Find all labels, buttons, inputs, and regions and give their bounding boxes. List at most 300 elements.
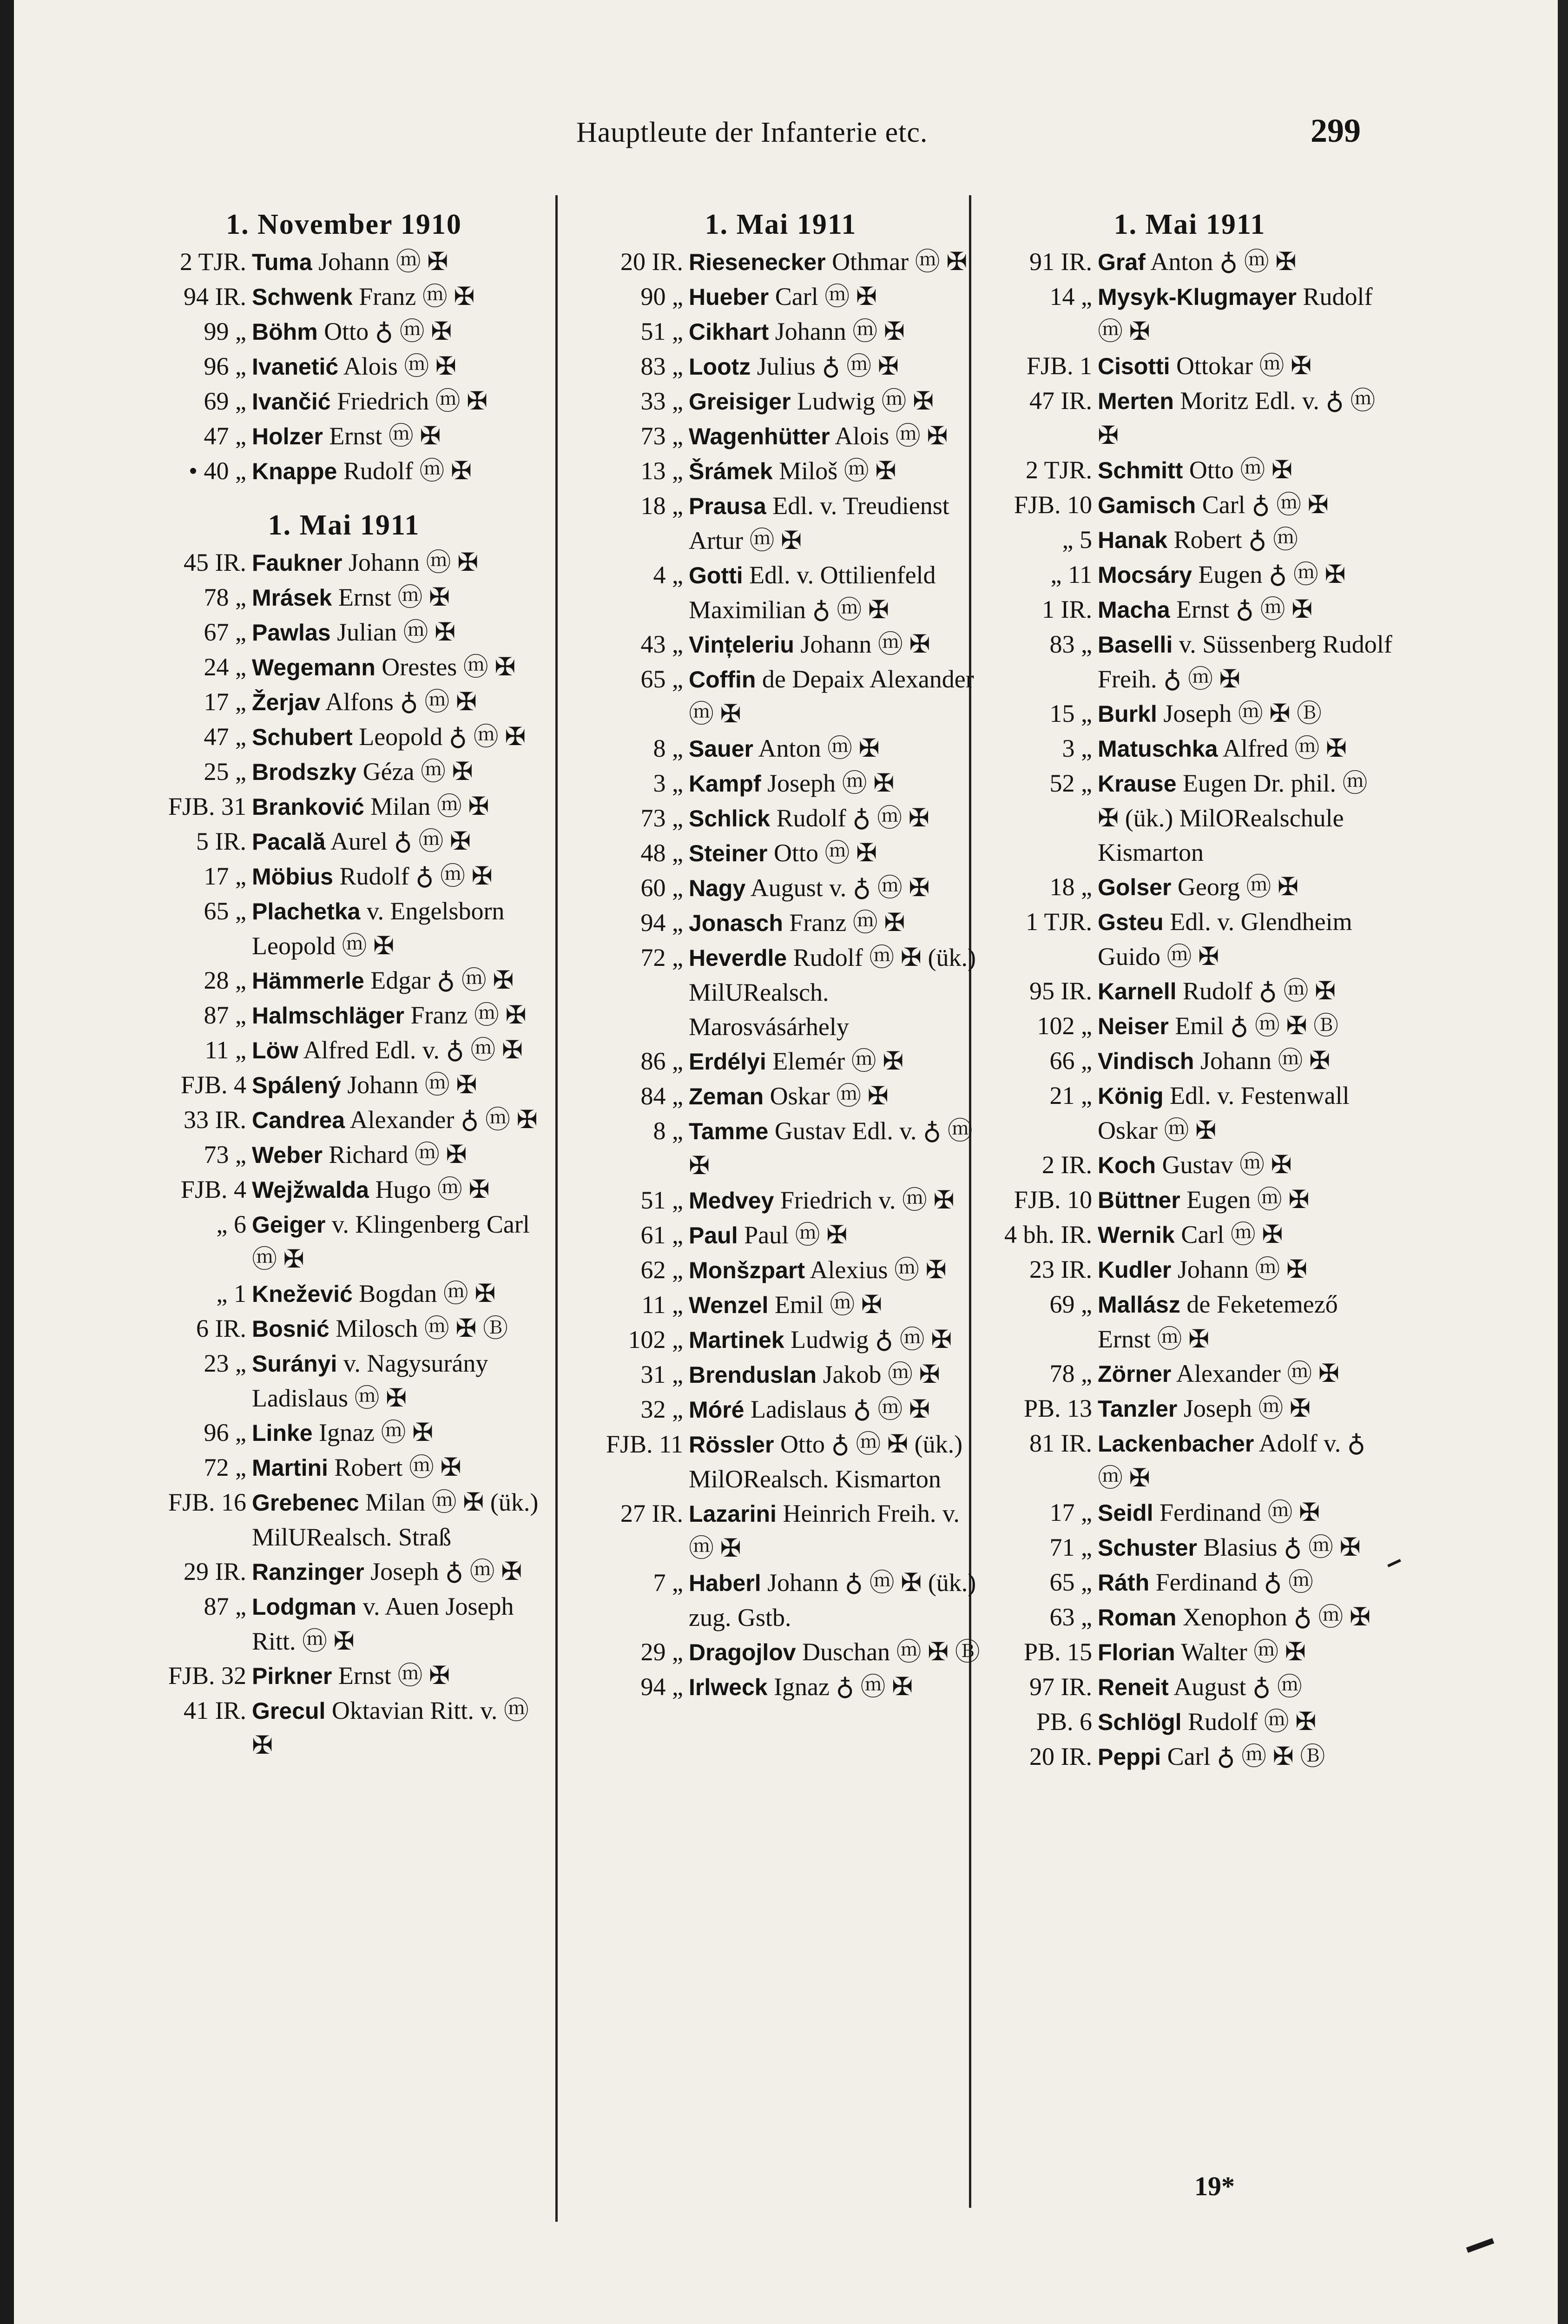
surname: Knappe xyxy=(252,458,337,484)
surname: Ivančić xyxy=(252,389,331,415)
register-entry xyxy=(985,522,1394,557)
register-entry xyxy=(576,1253,985,1287)
register-entry xyxy=(576,244,985,279)
officer-entry xyxy=(689,279,985,314)
unit-designation: 11 „ xyxy=(204,1036,246,1064)
register-entry xyxy=(139,244,548,279)
surname: Schlick xyxy=(689,805,771,832)
given-name-and-decorations: Edl. v. Treudienst Artur ⓜ ✠ xyxy=(689,492,949,555)
register-entry xyxy=(139,419,548,454)
given-name-and-decorations: Anton ⓜ ✠ xyxy=(753,734,880,762)
given-name-and-decorations: Carl ⓜ ✠ xyxy=(1174,1221,1283,1248)
given-name-and-decorations: de Feketemező Ernst ⓜ ✠ xyxy=(1098,1290,1338,1353)
given-name-and-decorations: Ernst ⓜ ✠ xyxy=(323,422,441,450)
given-name-and-decorations: Eugen Dr. phil. ⓜ ✠ (ük.) MilORealschule Kismarton xyxy=(1098,769,1368,866)
signature-mark: 19* xyxy=(1194,2171,1235,2201)
given-name-and-decorations: Otto ♁ ⓜ ✠ (ük.) MilORealsch. Kismarton xyxy=(689,1430,963,1493)
unit-designation: 87 „ xyxy=(204,1592,246,1620)
register-entry xyxy=(576,1114,985,1183)
surname: Seidl xyxy=(1098,1500,1153,1526)
surname: Karnell xyxy=(1098,978,1177,1004)
unit-designation: 17 „ xyxy=(204,688,246,716)
register-entry xyxy=(576,1565,985,1635)
register-entry xyxy=(985,1078,1394,1148)
officer-entry xyxy=(689,1322,985,1357)
given-name-and-decorations: de Depaix Alexander ⓜ ✠ xyxy=(689,665,974,728)
given-name-and-decorations: v. Klingenberg Carl ⓜ ✠ xyxy=(252,1210,530,1273)
officer-entry xyxy=(689,1670,985,1704)
unit-designation: 73 „ xyxy=(640,804,683,832)
register-entry xyxy=(576,940,985,1044)
given-name-and-decorations: Walter ⓜ ✠ xyxy=(1175,1638,1306,1666)
unit-designation: 24 „ xyxy=(204,653,246,681)
given-name-and-decorations: Rudolf ⓜ ✠ xyxy=(1098,283,1373,345)
unit-designation: 1 TJR. xyxy=(1025,908,1092,936)
given-name-and-decorations: Rudolf ♁ ⓜ ✠ xyxy=(1176,977,1336,1005)
given-name-and-decorations: Eugen ⓜ ✠ xyxy=(1180,1186,1310,1214)
given-name-and-decorations: Ottokar ⓜ ✠ xyxy=(1170,352,1312,380)
officer-entry xyxy=(689,1183,985,1218)
unit-designation: 18 „ xyxy=(1049,873,1092,901)
register-entry xyxy=(139,615,548,650)
surname: Mysyk-Klugmayer xyxy=(1098,284,1297,310)
register-entry xyxy=(576,1044,985,1079)
surname: Irlweck xyxy=(689,1674,768,1700)
register-entry xyxy=(139,384,548,419)
given-name-and-decorations: Otto ⓜ ✠ xyxy=(1183,456,1293,484)
section-date-heading: 1. Mai 1911 xyxy=(268,509,420,541)
register-entry xyxy=(576,349,985,384)
register-entry xyxy=(576,384,985,419)
unit-designation: 2 IR. xyxy=(1042,1151,1092,1179)
unit-designation: 94 „ xyxy=(640,909,683,937)
given-name-and-decorations: Edgar ♁ ⓜ ✠ xyxy=(364,966,514,994)
surname: Schuster xyxy=(1098,1535,1197,1561)
surname: Kudler xyxy=(1098,1257,1172,1283)
officer-entry xyxy=(1098,1252,1394,1287)
unit-designation: 102 „ xyxy=(628,1326,683,1353)
surname: Gsteu xyxy=(1098,909,1164,935)
print-speck xyxy=(1466,2238,1494,2253)
register-entry xyxy=(576,558,985,627)
officer-entry xyxy=(689,766,985,801)
register-entry xyxy=(576,1322,985,1357)
surname: Tuma xyxy=(252,249,312,275)
register-entry xyxy=(985,1217,1394,1252)
surname: Zeman xyxy=(689,1083,764,1109)
surname: Spálený xyxy=(252,1072,341,1098)
unit-designation: 69 „ xyxy=(204,387,246,415)
given-name-and-decorations: Orestes ⓜ ✠ xyxy=(375,653,516,681)
unit-designation: 90 „ xyxy=(640,283,683,310)
surname: Surányi xyxy=(252,1351,337,1377)
register-entry xyxy=(139,1276,548,1311)
surname: Hueber xyxy=(689,284,769,310)
officer-entry xyxy=(689,1496,985,1565)
surname: Wegemann xyxy=(252,654,376,680)
officer-entry xyxy=(1098,1356,1394,1391)
officer-entry xyxy=(689,1114,985,1183)
officer-entry xyxy=(1098,1043,1394,1078)
unit-designation: 60 „ xyxy=(640,874,683,902)
officer-entry xyxy=(689,244,985,279)
surname: Branković xyxy=(252,794,364,820)
register-entry xyxy=(985,1704,1394,1739)
unit-designation: 78 „ xyxy=(1049,1360,1092,1387)
surname: Geiger xyxy=(252,1212,326,1238)
surname: Cikhart xyxy=(689,319,769,345)
officer-entry xyxy=(252,1658,548,1693)
surname: Grecul xyxy=(252,1698,326,1724)
surname: Zörner xyxy=(1098,1361,1172,1387)
unit-designation: 51 „ xyxy=(640,1186,683,1214)
officer-entry xyxy=(252,1033,548,1068)
officer-entry xyxy=(689,1357,985,1392)
register-entry xyxy=(139,1172,548,1207)
officer-entry xyxy=(252,1485,548,1554)
unit-designation: FJB. 4 xyxy=(180,1175,246,1203)
surname: Tanzler xyxy=(1098,1396,1178,1422)
surname: Halmschläger xyxy=(252,1003,404,1029)
given-name-and-decorations: Alexander ⓜ ✠ xyxy=(1171,1360,1340,1387)
register-entry xyxy=(576,1183,985,1218)
register-entry xyxy=(139,1207,548,1276)
surname: Matuschka xyxy=(1098,736,1218,762)
surname: Schwenk xyxy=(252,284,353,310)
register-entry xyxy=(985,1287,1394,1356)
register-entry xyxy=(576,1635,985,1670)
register-entry xyxy=(576,801,985,836)
surname: Mallász xyxy=(1098,1292,1180,1318)
given-name-and-decorations: Carl ♁ ⓜ ✠ Ⓑ xyxy=(1161,1743,1325,1770)
given-name-and-decorations: Rudolf ⓜ ✠ xyxy=(1181,1708,1317,1736)
given-name-and-decorations: Robert ⓜ ✠ xyxy=(328,1453,461,1481)
register-entry xyxy=(985,1426,1394,1495)
surname: Cisotti xyxy=(1098,353,1170,379)
officer-entry xyxy=(1098,870,1394,905)
register-entry xyxy=(139,1658,548,1693)
given-name-and-decorations: Carl ♁ ⓜ ✠ xyxy=(1196,491,1329,519)
officer-entry xyxy=(689,419,985,454)
register-entry xyxy=(139,1068,548,1103)
given-name-and-decorations: v. Auen Joseph Ritt. ⓜ ✠ xyxy=(252,1592,514,1655)
officer-entry xyxy=(252,1415,548,1450)
officer-entry xyxy=(1098,453,1394,488)
surname: Peppi xyxy=(1098,1744,1161,1770)
officer-entry xyxy=(1098,1635,1394,1670)
surname: Kampf xyxy=(689,771,761,797)
officer-entry xyxy=(1098,696,1394,731)
surname: König xyxy=(1098,1083,1164,1109)
unit-designation: 73 „ xyxy=(204,1141,246,1169)
officer-entry xyxy=(252,1276,548,1311)
officer-entry xyxy=(689,1635,985,1670)
given-name-and-decorations: Bogdan ⓜ ✠ xyxy=(352,1280,496,1307)
officer-entry xyxy=(1098,1391,1394,1426)
register-entry xyxy=(985,1739,1394,1774)
unit-designation: 5 IR. xyxy=(196,827,246,855)
surname: Mrásek xyxy=(252,585,332,611)
unit-designation: FJB. 11 xyxy=(606,1430,683,1458)
given-name-and-decorations: Carl ⓜ ✠ xyxy=(769,283,877,310)
given-name-and-decorations: Eugen ♁ ⓜ ✠ xyxy=(1192,561,1346,588)
given-name-and-decorations: August v. ♁ ⓜ ✠ xyxy=(745,874,930,902)
given-name-and-decorations: Friedrich ⓜ ✠ xyxy=(330,387,488,415)
unit-designation: 62 „ xyxy=(640,1256,683,1284)
surname: Schlögl xyxy=(1098,1709,1182,1735)
officer-entry xyxy=(689,1427,985,1496)
given-name-and-decorations: Duschan ⓜ ✠ Ⓑ xyxy=(796,1638,980,1666)
given-name-and-decorations: Alois ⓜ ✠ xyxy=(830,422,948,450)
unit-designation: 17 „ xyxy=(204,862,246,890)
surname: Móré xyxy=(689,1397,744,1423)
surname: Schmitt xyxy=(1098,457,1183,483)
register-entry xyxy=(139,1346,548,1415)
register-entry xyxy=(985,557,1394,592)
unit-designation: 69 „ xyxy=(1049,1290,1092,1318)
surname: Möbius xyxy=(252,864,333,890)
register-entry xyxy=(576,1079,985,1114)
unit-designation: 87 „ xyxy=(204,1001,246,1029)
given-name-and-decorations: Xenophon ♁ ⓜ ✠ xyxy=(1176,1603,1371,1631)
given-name-and-decorations: Géza ⓜ ✠ xyxy=(356,758,473,786)
register-entry xyxy=(139,998,548,1033)
unit-designation: 28 „ xyxy=(204,966,246,994)
officer-entry xyxy=(252,1068,548,1103)
unit-designation: 72 „ xyxy=(204,1453,246,1481)
register-entry xyxy=(985,870,1394,905)
officer-entry xyxy=(252,1103,548,1137)
unit-designation: FJB. 16 xyxy=(168,1488,246,1516)
unit-designation: 8 „ xyxy=(653,1117,683,1145)
surname: Lazarini xyxy=(689,1501,777,1527)
officer-entry xyxy=(1098,592,1394,627)
officer-entry xyxy=(1098,766,1394,870)
officer-entry xyxy=(252,1311,548,1346)
unit-designation: 51 „ xyxy=(640,317,683,345)
surname: Reneit xyxy=(1098,1674,1169,1700)
register-entry xyxy=(985,349,1394,383)
surname: Lackenbacher xyxy=(1098,1431,1254,1457)
given-name-and-decorations: Julian ⓜ ✠ xyxy=(330,618,456,646)
unit-designation: FJB. 31 xyxy=(168,792,246,820)
unit-designation: 65 „ xyxy=(640,665,683,693)
unit-designation: 67 „ xyxy=(204,618,246,646)
unit-designation: 4 „ xyxy=(653,561,683,589)
unit-designation: 99 „ xyxy=(204,317,246,345)
surname: Wejžwalda xyxy=(252,1177,369,1203)
surname: Ivanetić xyxy=(252,354,339,380)
unit-designation: 78 „ xyxy=(204,583,246,611)
unit-designation: FJB. 1 xyxy=(1026,352,1092,380)
surname: Gotti xyxy=(689,562,743,588)
surname: Koch xyxy=(1098,1152,1156,1178)
register-entry xyxy=(985,1670,1394,1704)
given-name-and-decorations: Paul ⓜ ✠ xyxy=(738,1221,848,1249)
surname: Pirkner xyxy=(252,1663,332,1689)
officer-entry xyxy=(252,789,548,824)
register-entry xyxy=(985,1635,1394,1670)
officer-entry xyxy=(1098,1009,1394,1043)
register-entry xyxy=(576,1392,985,1427)
surname: Burkl xyxy=(1098,701,1157,727)
unit-designation: 83 „ xyxy=(640,352,683,380)
officer-entry xyxy=(252,754,548,789)
unit-designation: 4 bh. IR. xyxy=(1004,1221,1092,1248)
given-name-and-decorations: Oktavian Ritt. v. ⓜ ✠ xyxy=(252,1697,529,1759)
surname: Wagenhütter xyxy=(689,423,830,449)
officer-entry xyxy=(252,998,548,1033)
officer-entry xyxy=(1098,1530,1394,1565)
officer-entry xyxy=(689,384,985,419)
surname: Pacală xyxy=(252,829,326,855)
surname: Krause xyxy=(1098,771,1177,797)
register-entry xyxy=(576,1427,985,1496)
surname: Hanak xyxy=(1098,527,1168,553)
unit-designation: 3 „ xyxy=(653,769,683,797)
given-name-and-decorations: Heinrich Freih. v. ⓜ ✠ xyxy=(689,1499,960,1562)
officer-entry xyxy=(252,314,548,349)
unit-designation: 7 „ xyxy=(653,1569,683,1597)
unit-designation: 20 IR. xyxy=(1029,1743,1092,1770)
surname: Nagy xyxy=(689,875,746,901)
surname: Linke xyxy=(252,1420,313,1446)
officer-entry xyxy=(1098,1565,1394,1600)
section-date-heading: 1. Mai 1911 xyxy=(1113,209,1266,240)
register-entry xyxy=(576,627,985,662)
unit-designation: 45 IR. xyxy=(184,548,246,576)
given-name-and-decorations: Otto ⓜ ✠ xyxy=(767,839,877,867)
unit-designation: 47 IR. xyxy=(1029,387,1092,415)
officer-entry xyxy=(252,859,548,894)
unit-designation: 91 IR. xyxy=(1029,248,1092,276)
surname: Ranzinger xyxy=(252,1559,364,1585)
register-entry xyxy=(139,1693,548,1763)
surname: Rössler xyxy=(689,1432,774,1458)
unit-designation: 8 „ xyxy=(653,734,683,762)
officer-entry xyxy=(252,650,548,685)
officer-entry xyxy=(1098,1704,1394,1739)
unit-designation: 27 IR. xyxy=(620,1499,683,1527)
register-entry xyxy=(985,592,1394,627)
register-entry xyxy=(139,1415,548,1450)
unit-designation: PB. 15 xyxy=(1023,1638,1092,1666)
register-entry xyxy=(139,1554,548,1589)
register-entry xyxy=(985,279,1394,349)
given-name-and-decorations: Otto ♁ ⓜ ✠ xyxy=(317,317,452,345)
officer-entry xyxy=(252,384,548,419)
unit-designation: 15 „ xyxy=(1049,700,1092,727)
register-entry xyxy=(985,453,1394,488)
surname: Erdélyi xyxy=(689,1049,766,1075)
surname: Monšzpart xyxy=(689,1257,805,1283)
officer-entry xyxy=(1098,522,1394,557)
register-entry xyxy=(985,1565,1394,1600)
register-entry xyxy=(985,244,1394,279)
surname: Baselli xyxy=(1098,632,1173,658)
column-3 xyxy=(985,205,1394,1774)
officer-entry xyxy=(252,1450,548,1485)
given-name-and-decorations: Joseph ⓜ ✠ Ⓑ xyxy=(1157,700,1322,727)
surname: Graf xyxy=(1098,249,1146,275)
unit-designation: 94 „ xyxy=(640,1673,683,1701)
unit-designation: 29 IR. xyxy=(184,1558,246,1585)
given-name-and-decorations: Richard ⓜ ✠ xyxy=(322,1141,467,1169)
unit-designation: 97 IR. xyxy=(1029,1673,1092,1701)
officer-entry xyxy=(689,1565,985,1635)
officer-entry xyxy=(1098,244,1394,279)
given-name-and-decorations: Ernst ⓜ ✠ xyxy=(332,1662,450,1690)
surname: Merten xyxy=(1098,388,1174,414)
given-name-and-decorations: Elemér ⓜ ✠ xyxy=(766,1047,904,1075)
register-entry xyxy=(576,314,985,349)
given-name-and-decorations: Johann ⓜ ✠ xyxy=(1171,1255,1308,1283)
unit-designation: 11 „ xyxy=(641,1291,683,1319)
given-name-and-decorations: Anton ♁ ⓜ ✠ xyxy=(1145,248,1297,276)
officer-entry xyxy=(1098,627,1394,696)
unit-designation: PB. 6 xyxy=(1036,1708,1092,1736)
register-entry xyxy=(139,349,548,384)
unit-designation: 32 „ xyxy=(640,1395,683,1423)
register-entry xyxy=(985,1043,1394,1078)
officer-entry xyxy=(252,1137,548,1172)
register-entry xyxy=(139,1137,548,1172)
register-entry xyxy=(139,1311,548,1346)
surname: Pawlas xyxy=(252,620,331,646)
register-entry xyxy=(985,383,1394,453)
officer-entry xyxy=(689,871,985,905)
given-name-and-decorations: Ernst ♁ ⓜ ✠ xyxy=(1170,595,1313,623)
register-entry xyxy=(985,488,1394,522)
officer-entry xyxy=(252,720,548,754)
left-page-edge xyxy=(0,0,14,2324)
given-name-and-decorations: Ludwig ⓜ ✠ xyxy=(791,387,934,415)
register-entry xyxy=(139,1450,548,1485)
officer-entry xyxy=(252,419,548,454)
surname: Florian xyxy=(1098,1639,1175,1665)
given-name-and-decorations: Franz ⓜ ✠ xyxy=(352,283,475,310)
unit-designation: 71 „ xyxy=(1049,1533,1092,1561)
register-entry xyxy=(576,1496,985,1565)
surname: Lootz xyxy=(689,354,751,380)
surname: Hämmerle xyxy=(252,968,364,994)
surname: Vințeleriu xyxy=(689,632,794,658)
unit-designation: 66 „ xyxy=(1049,1047,1092,1075)
section-date-heading: 1. Mai 1911 xyxy=(705,209,857,240)
unit-designation: 95 IR. xyxy=(1029,977,1092,1005)
register-entry xyxy=(985,1356,1394,1391)
officer-entry xyxy=(1098,1287,1394,1356)
register-entry xyxy=(576,489,985,558)
register-entry xyxy=(985,974,1394,1009)
unit-designation: 23 IR. xyxy=(1029,1255,1092,1283)
surname: Žerjav xyxy=(252,689,321,715)
unit-designation: „ 1 xyxy=(216,1280,246,1307)
register-entry xyxy=(139,279,548,314)
given-name-and-decorations: Milan ⓜ ✠ (ük.) MilURealsch. Straß xyxy=(252,1488,539,1551)
surname: Šrámek xyxy=(689,458,773,484)
unit-designation: 17 „ xyxy=(1049,1499,1092,1526)
register-entry xyxy=(576,662,985,731)
officer-entry xyxy=(1098,905,1394,974)
register-entry xyxy=(985,1391,1394,1426)
officer-entry xyxy=(689,836,985,871)
page-number: 299 xyxy=(1311,112,1361,149)
given-name-and-decorations: Emil ⓜ ✠ xyxy=(768,1291,883,1319)
officer-entry xyxy=(252,1693,548,1763)
given-name-and-decorations: August ♁ ⓜ xyxy=(1168,1673,1302,1701)
surname: Medvey xyxy=(689,1188,774,1214)
